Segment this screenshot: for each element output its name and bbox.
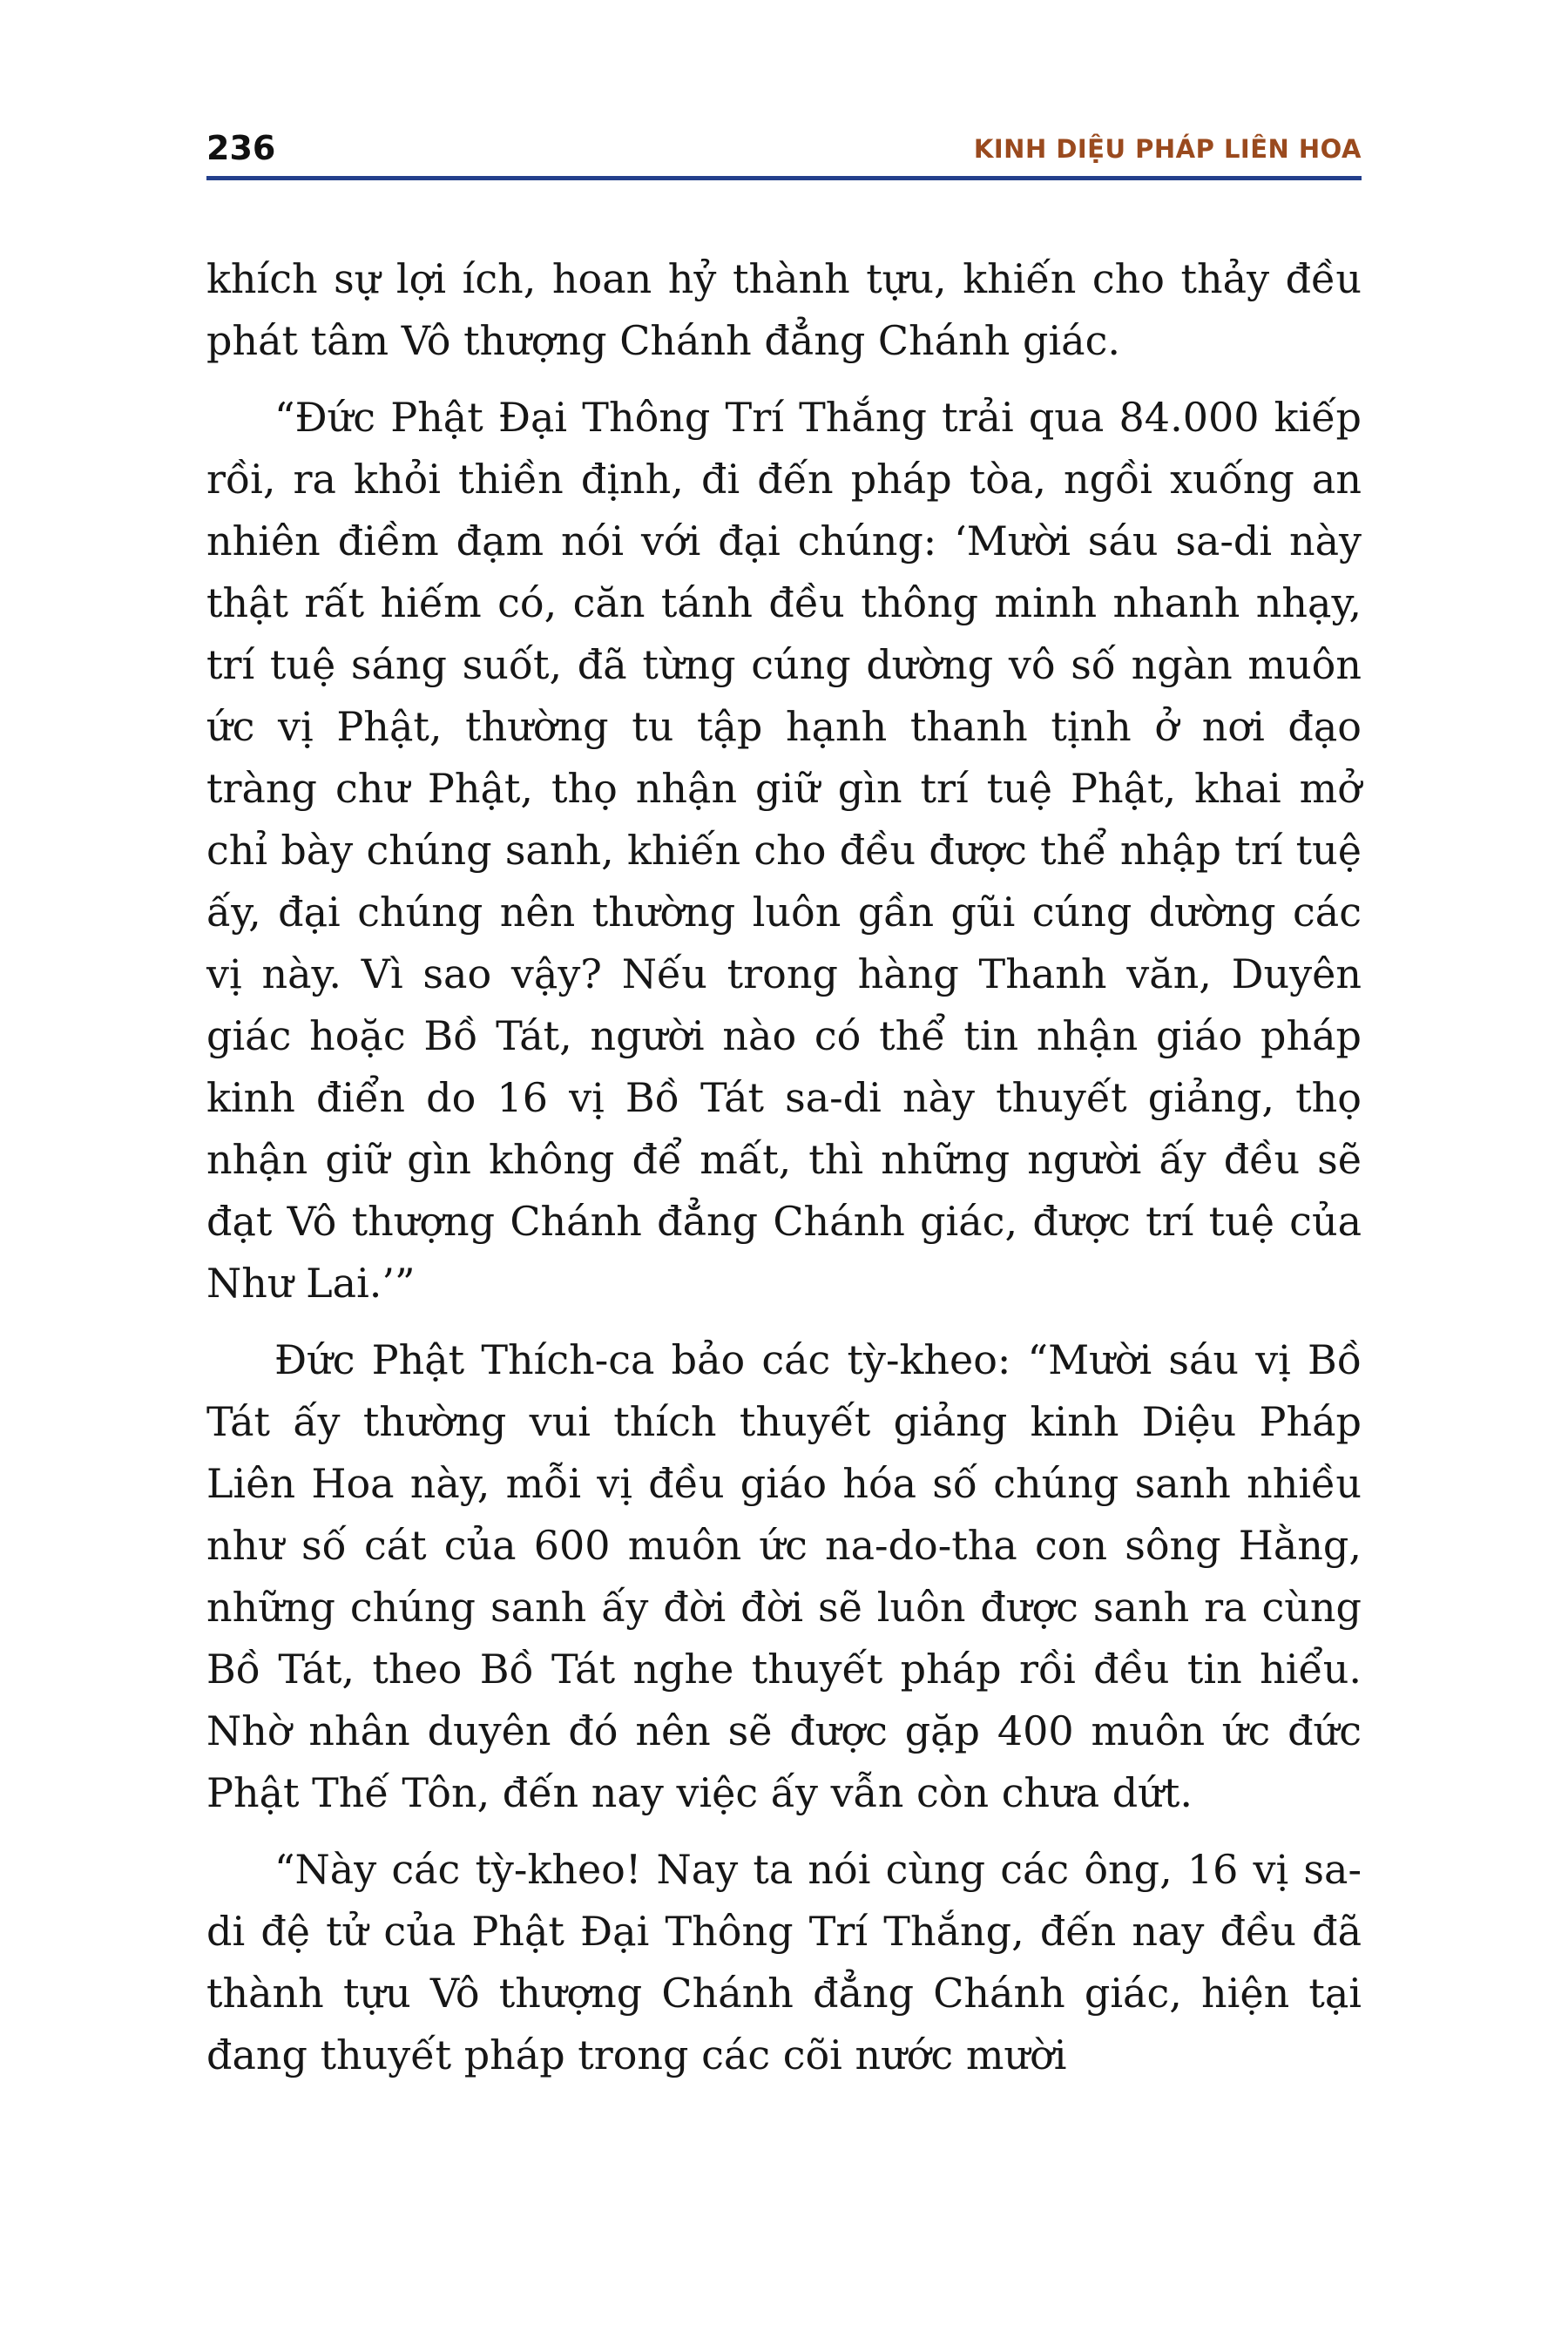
paragraph: “Đức Phật Đại Thông Trí Thắng trải qua 84.000 kiếp rồi, ra khỏi thiền định, đi đến pháp tòa, ngồi xuống an nhiên điềm đạm nói với đại chúng: ‘Mười sáu sa-di này thật rất hiếm có, căn tánh đều thông minh nhanh nhạy, trí tuệ sáng suốt, đã từng cúng dường vô số ngàn muôn ức vị Phật, thường tu tập hạnh thanh tịnh ở nơi đạo tràng chư Phật, thọ nhận giữ gìn trí tuệ Phật, khai mở chỉ bày chúng sanh, khiến cho đều được thể nhập trí tuệ ấy, đại chúng nên thường luôn gần gũi cúng dường các vị này. Vì sao vậy? Nếu trong hàng Thanh văn, Duyên giác hoặc Bồ Tát, người nào có thể tin nhận giáo pháp kinh điển do 16 vị Bồ Tát sa-di này thuyết giảng, thọ nhận giữ gìn không để mất, thì những người ấy đều sẽ đạt Vô thượng Chánh đẳng Chánh giác, được trí tuệ của Như Lai.’” <box>206 394 1362 1307</box>
paragraph: khích sự lợi ích, hoan hỷ thành tựu, khiến cho thảy đều phát tâm Vô thượng Chánh đẳng Chánh giác. <box>206 255 1362 364</box>
page-number: 236 <box>206 129 276 167</box>
body-text <box>206 248 1362 2101</box>
page-header <box>206 122 1362 183</box>
header-rule <box>206 176 1362 180</box>
running-title: KINH DIỆU PHÁP LIÊN HOA <box>973 134 1362 164</box>
paragraph: Đức Phật Thích-ca bảo các tỳ-kheo: “Mười sáu vị Bồ Tát ấy thường vui thích thuyết giảng kinh Diệu Pháp Liên Hoa này, mỗi vị đều giáo hóa số chúng sanh nhiều như số cát của 600 muôn ức na-do-tha con sông Hằng, những chúng sanh ấy đời đời sẽ luôn được sanh ra cùng Bồ Tát, theo Bồ Tát nghe thuyết pháp rồi đều tin hiểu. Nhờ nhân duyên đó nên sẽ được gặp 400 muôn ức đức Phật Thế Tôn, đến nay việc ấy vẫn còn chưa dứt. <box>206 1336 1362 1816</box>
paragraph: “Này các tỳ-kheo! Nay ta nói cùng các ông, 16 vị sa-di đệ tử của Phật Đại Thông Trí Thắng, đến nay đều đã thành tựu Vô thượng Chánh đẳng Chánh giác, hiện tại đang thuyết pháp trong các cõi nước mười <box>206 1846 1362 2078</box>
